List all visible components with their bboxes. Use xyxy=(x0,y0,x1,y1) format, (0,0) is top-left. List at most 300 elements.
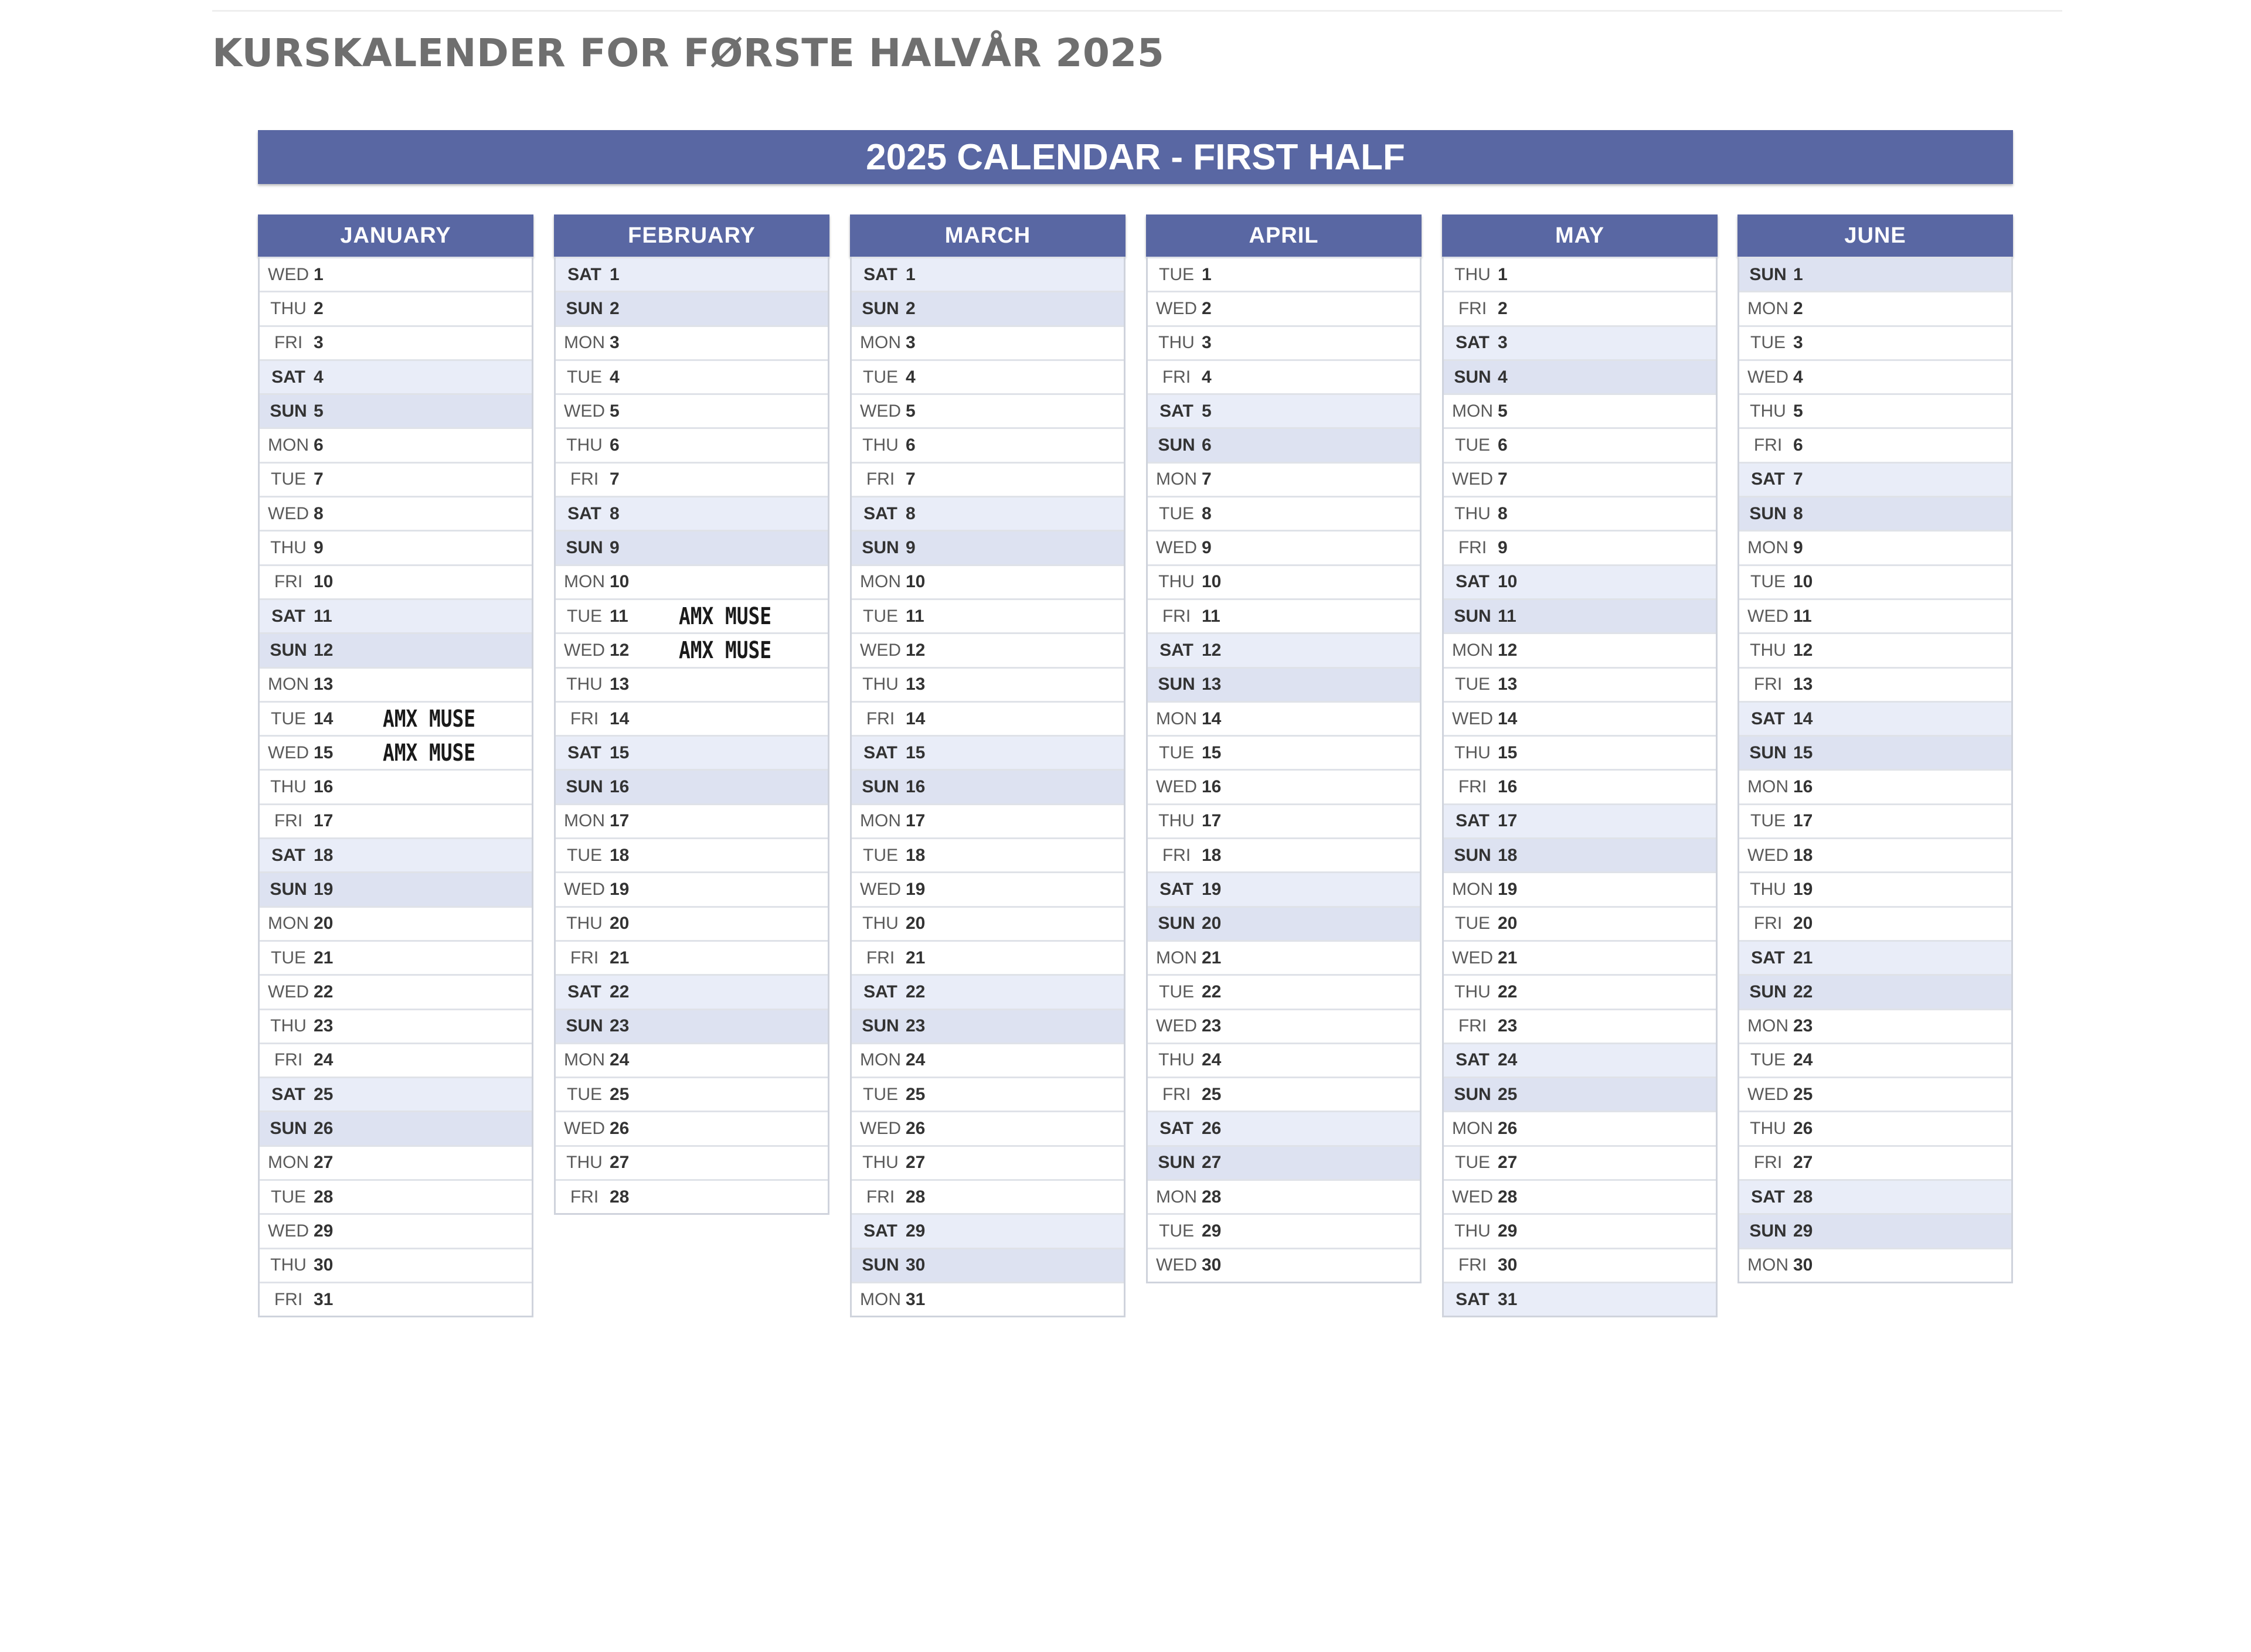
day-of-week: SAT xyxy=(1159,401,1193,421)
day-of-week: THU xyxy=(1750,401,1786,421)
day-row xyxy=(1739,837,2011,871)
day-row xyxy=(260,1179,532,1213)
day-of-week: THU xyxy=(566,914,603,934)
day-number: 17 xyxy=(1793,811,1813,831)
month-header: APRIL xyxy=(1146,214,1422,257)
day-of-week: WED xyxy=(1156,298,1197,318)
day-row xyxy=(1739,1111,2011,1145)
day-number: 20 xyxy=(1793,914,1813,934)
day-number: 19 xyxy=(1498,879,1518,899)
day-of-week: TUE xyxy=(1750,811,1786,831)
day-number: 19 xyxy=(314,879,334,899)
day-number: 5 xyxy=(1793,401,1803,421)
day-row xyxy=(852,598,1124,632)
day-row xyxy=(1444,632,1716,666)
day-of-week: MON xyxy=(1452,640,1493,660)
day-row xyxy=(1739,1077,2011,1111)
day-of-week: SAT xyxy=(863,1221,897,1241)
day-row xyxy=(1444,1282,1716,1316)
day-row xyxy=(1148,837,1420,871)
day-row xyxy=(1739,462,2011,496)
day-row xyxy=(260,632,532,666)
day-of-week: TUE xyxy=(863,845,898,865)
day-row xyxy=(852,667,1124,701)
day-of-week: SUN xyxy=(1158,1153,1195,1173)
day-number: 5 xyxy=(1498,401,1508,421)
day-row xyxy=(1444,530,1716,564)
day-number: 16 xyxy=(1498,777,1518,797)
day-number: 7 xyxy=(1202,469,1212,489)
day-number: 1 xyxy=(1793,264,1803,284)
day-number: 28 xyxy=(610,1187,630,1207)
day-number: 16 xyxy=(610,777,630,797)
day-of-week: TUE xyxy=(1750,1050,1786,1070)
day-number: 27 xyxy=(1498,1153,1518,1173)
day-of-week: WED xyxy=(1156,1016,1197,1036)
day-number: 25 xyxy=(610,1084,630,1104)
day-of-week: TUE xyxy=(1455,675,1490,694)
day-of-week: SUN xyxy=(862,777,899,797)
day-row xyxy=(1148,1145,1420,1179)
day-row xyxy=(852,530,1124,564)
day-row xyxy=(1739,735,2011,769)
day-row xyxy=(260,1248,532,1282)
day-number: 21 xyxy=(906,948,926,968)
day-row xyxy=(556,974,828,1008)
day-number: 26 xyxy=(1202,1119,1222,1139)
day-of-week: WED xyxy=(564,879,605,899)
day-of-week: TUE xyxy=(1159,982,1194,1002)
day-of-week: FRI xyxy=(1753,435,1783,455)
day-of-week: SAT xyxy=(271,1084,305,1104)
day-number: 26 xyxy=(314,1119,334,1139)
day-number: 26 xyxy=(1498,1119,1518,1139)
day-of-week: SUN xyxy=(1749,264,1787,284)
day-row xyxy=(1444,701,1716,735)
day-number: 30 xyxy=(314,1255,334,1275)
day-row xyxy=(1739,871,2011,905)
day-number: 17 xyxy=(906,811,926,831)
day-of-week: SAT xyxy=(567,982,601,1002)
day-row xyxy=(1148,735,1420,769)
day-number: 18 xyxy=(906,845,926,865)
day-number: 20 xyxy=(1498,914,1518,934)
day-number: 18 xyxy=(610,845,630,865)
day-row xyxy=(1444,325,1716,359)
day-row xyxy=(556,530,828,564)
day-of-week: WED xyxy=(860,640,901,660)
day-number: 28 xyxy=(1793,1187,1813,1207)
day-row xyxy=(556,291,828,325)
day-row xyxy=(1148,1043,1420,1077)
course-note: AMX MUSE xyxy=(679,636,771,664)
day-of-week: TUE xyxy=(1159,264,1194,284)
day-row xyxy=(852,701,1124,735)
day-of-week: THU xyxy=(862,435,899,455)
day-number: 15 xyxy=(906,742,926,762)
day-row xyxy=(852,325,1124,359)
day-row xyxy=(1444,393,1716,427)
day-number: 4 xyxy=(314,367,324,387)
day-of-week: MON xyxy=(564,572,605,592)
day-of-week: TUE xyxy=(1159,503,1194,523)
day-number: 22 xyxy=(610,982,630,1002)
day-number: 17 xyxy=(1498,811,1518,831)
day-row xyxy=(260,1282,532,1316)
day-row xyxy=(1148,1248,1420,1282)
day-of-week: THU xyxy=(862,1153,899,1173)
month-header: FEBRUARY xyxy=(554,214,829,257)
day-number: 20 xyxy=(1202,914,1222,934)
day-of-week: WED xyxy=(268,503,309,523)
day-number: 27 xyxy=(1202,1153,1222,1173)
day-row xyxy=(1739,940,2011,974)
day-number: 29 xyxy=(906,1221,926,1241)
day-of-week: THU xyxy=(270,1255,307,1275)
day-of-week: SUN xyxy=(1454,1084,1491,1104)
day-row xyxy=(260,667,532,701)
day-of-week: MON xyxy=(1452,879,1493,899)
day-row xyxy=(1739,1179,2011,1213)
day-number: 12 xyxy=(1793,640,1813,660)
day-number: 11 xyxy=(610,606,628,626)
day-row xyxy=(260,701,532,735)
day-number: 8 xyxy=(610,503,620,523)
day-number: 6 xyxy=(906,435,916,455)
day-row xyxy=(556,769,828,803)
day-of-week: FRI xyxy=(1458,1016,1487,1036)
day-of-week: FRI xyxy=(1753,1153,1783,1173)
day-number: 28 xyxy=(906,1187,926,1207)
day-of-week: SAT xyxy=(1456,1050,1490,1070)
day-row xyxy=(1148,291,1420,325)
day-number: 5 xyxy=(610,401,620,421)
day-of-week: SUN xyxy=(1749,1221,1787,1241)
day-number: 22 xyxy=(906,982,926,1002)
day-of-week: THU xyxy=(270,298,307,318)
day-of-week: THU xyxy=(1454,982,1491,1002)
day-number: 11 xyxy=(314,606,332,626)
day-number: 23 xyxy=(610,1016,630,1036)
day-row xyxy=(1739,427,2011,461)
day-number: 14 xyxy=(610,709,630,728)
day-row xyxy=(852,291,1124,325)
day-row xyxy=(1444,837,1716,871)
day-of-week: TUE xyxy=(1455,435,1490,455)
day-number: 4 xyxy=(1202,367,1212,387)
day-row xyxy=(556,1179,828,1213)
day-number: 12 xyxy=(1202,640,1222,660)
day-row xyxy=(260,1111,532,1145)
day-of-week: FRI xyxy=(1458,1255,1487,1275)
day-of-week: FRI xyxy=(1458,777,1487,797)
day-of-week: MON xyxy=(1156,1187,1197,1207)
day-of-week: THU xyxy=(1158,1050,1195,1070)
day-of-week: MON xyxy=(1452,1119,1493,1139)
day-number: 16 xyxy=(906,777,926,797)
day-number: 19 xyxy=(1793,879,1813,899)
day-number: 5 xyxy=(314,401,324,421)
day-of-week: SUN xyxy=(270,401,307,421)
day-number: 2 xyxy=(1793,298,1803,318)
day-row xyxy=(556,871,828,905)
day-row xyxy=(556,632,828,666)
day-number: 13 xyxy=(906,675,926,694)
day-of-week: SUN xyxy=(1749,742,1787,762)
day-row xyxy=(1739,1043,2011,1077)
day-of-week: FRI xyxy=(274,811,303,831)
day-row xyxy=(1444,462,1716,496)
day-number: 10 xyxy=(1793,572,1813,592)
day-row xyxy=(1148,427,1420,461)
day-row xyxy=(556,1077,828,1111)
day-of-week: WED xyxy=(1452,469,1493,489)
day-row xyxy=(852,1248,1124,1282)
day-number: 13 xyxy=(1498,675,1518,694)
day-of-week: MON xyxy=(1747,538,1788,558)
day-of-week: SAT xyxy=(1751,469,1785,489)
day-of-week: WED xyxy=(860,401,901,421)
day-row xyxy=(1148,1179,1420,1213)
day-number: 2 xyxy=(314,298,324,318)
day-row xyxy=(852,1111,1124,1145)
month-header: JUNE xyxy=(1737,214,2013,257)
day-row xyxy=(1739,530,2011,564)
day-row xyxy=(556,427,828,461)
day-number: 21 xyxy=(1498,948,1518,968)
day-number: 14 xyxy=(1498,709,1518,728)
day-row xyxy=(1444,940,1716,974)
day-row xyxy=(260,462,532,496)
day-of-week: SAT xyxy=(567,264,601,284)
day-row xyxy=(852,871,1124,905)
day-of-week: MON xyxy=(1747,1255,1788,1275)
day-number: 29 xyxy=(314,1221,334,1241)
day-row xyxy=(556,837,828,871)
day-row xyxy=(260,1145,532,1179)
day-row xyxy=(1444,906,1716,940)
month-may xyxy=(1442,214,1718,1317)
day-row xyxy=(852,427,1124,461)
day-number: 29 xyxy=(1498,1221,1518,1241)
day-of-week: FRI xyxy=(1162,1084,1191,1104)
day-number: 1 xyxy=(314,264,324,284)
day-row xyxy=(1148,496,1420,530)
day-row xyxy=(556,667,828,701)
day-row xyxy=(1739,769,2011,803)
day-of-week: SUN xyxy=(1158,435,1195,455)
day-row xyxy=(260,803,532,837)
day-of-week: FRI xyxy=(274,572,303,592)
day-number: 19 xyxy=(1202,879,1222,899)
day-of-week: THU xyxy=(1158,811,1195,831)
day-of-week: SUN xyxy=(1749,503,1787,523)
day-of-week: WED xyxy=(564,1119,605,1139)
day-number: 11 xyxy=(1498,606,1516,626)
day-number: 23 xyxy=(1202,1016,1222,1036)
day-number: 20 xyxy=(314,914,334,934)
day-row xyxy=(556,1111,828,1145)
day-row xyxy=(1739,291,2011,325)
day-number: 2 xyxy=(1202,298,1212,318)
day-number: 13 xyxy=(610,675,630,694)
day-number: 3 xyxy=(1793,333,1803,353)
day-row xyxy=(260,1043,532,1077)
day-number: 23 xyxy=(314,1016,334,1036)
day-of-week: FRI xyxy=(1162,606,1191,626)
day-number: 2 xyxy=(1498,298,1508,318)
day-number: 9 xyxy=(1793,538,1803,558)
day-of-week: SUN xyxy=(566,777,603,797)
day-of-week: SUN xyxy=(566,538,603,558)
day-number: 1 xyxy=(906,264,916,284)
day-number: 10 xyxy=(906,572,926,592)
day-of-week: THU xyxy=(270,1016,307,1036)
day-number: 15 xyxy=(314,742,334,762)
day-row xyxy=(1739,393,2011,427)
day-row xyxy=(556,496,828,530)
day-number: 13 xyxy=(1202,675,1222,694)
day-number: 6 xyxy=(1498,435,1508,455)
day-of-week: MON xyxy=(860,811,901,831)
day-row xyxy=(1444,427,1716,461)
day-number: 11 xyxy=(1793,606,1812,626)
day-of-week: MON xyxy=(268,1153,309,1173)
day-row xyxy=(556,462,828,496)
day-of-week: TUE xyxy=(567,367,602,387)
day-of-week: WED xyxy=(268,742,309,762)
day-row xyxy=(1444,769,1716,803)
day-of-week: TUE xyxy=(271,709,306,728)
day-number: 5 xyxy=(906,401,916,421)
day-row xyxy=(260,1077,532,1111)
day-of-week: THU xyxy=(270,538,307,558)
day-row xyxy=(1148,359,1420,393)
day-row xyxy=(556,906,828,940)
day-row xyxy=(852,837,1124,871)
day-number: 15 xyxy=(1793,742,1813,762)
day-number: 16 xyxy=(1202,777,1222,797)
day-row xyxy=(1148,1213,1420,1247)
day-row xyxy=(1444,667,1716,701)
day-row xyxy=(1148,393,1420,427)
day-number: 1 xyxy=(610,264,620,284)
day-of-week: FRI xyxy=(274,1050,303,1070)
day-number: 9 xyxy=(314,538,324,558)
day-number: 24 xyxy=(314,1050,334,1070)
day-number: 24 xyxy=(1793,1050,1813,1070)
day-of-week: FRI xyxy=(1458,298,1487,318)
day-of-week: SAT xyxy=(1456,811,1490,831)
day-of-week: WED xyxy=(564,401,605,421)
day-number: 4 xyxy=(610,367,620,387)
day-of-week: SAT xyxy=(567,742,601,762)
day-number: 6 xyxy=(1202,435,1212,455)
day-row xyxy=(1444,496,1716,530)
day-row xyxy=(1148,632,1420,666)
day-number: 22 xyxy=(1498,982,1518,1002)
day-row xyxy=(1739,564,2011,598)
day-row xyxy=(1739,701,2011,735)
day-number: 12 xyxy=(314,640,334,660)
day-row xyxy=(1444,871,1716,905)
calendar-title: 2025 CALENDAR - FIRST HALF xyxy=(258,130,2013,184)
day-number: 14 xyxy=(314,709,334,728)
months-grid xyxy=(258,214,2013,1387)
day-of-week: SAT xyxy=(863,503,897,523)
day-row xyxy=(852,769,1124,803)
day-of-week: MON xyxy=(564,1050,605,1070)
calendar-image xyxy=(258,130,2013,1387)
day-number: 20 xyxy=(906,914,926,934)
day-row xyxy=(1444,1043,1716,1077)
day-row xyxy=(1444,257,1716,291)
day-of-week: SAT xyxy=(567,503,601,523)
day-row xyxy=(852,1043,1124,1077)
day-row xyxy=(556,257,828,291)
day-row xyxy=(1739,974,2011,1008)
day-of-week: THU xyxy=(1750,640,1786,660)
day-row xyxy=(1444,1111,1716,1145)
day-number: 13 xyxy=(1793,675,1813,694)
course-note: AMX MUSE xyxy=(383,739,475,767)
day-number: 27 xyxy=(906,1153,926,1173)
day-row xyxy=(1148,667,1420,701)
course-note: AMX MUSE xyxy=(679,602,771,630)
day-number: 19 xyxy=(906,879,926,899)
day-of-week: MON xyxy=(860,572,901,592)
day-row xyxy=(1148,257,1420,291)
day-number: 8 xyxy=(906,503,916,523)
day-number: 31 xyxy=(314,1289,334,1309)
day-of-week: SAT xyxy=(1456,572,1490,592)
top-divider xyxy=(212,10,2062,12)
day-of-week: TUE xyxy=(567,845,602,865)
page-title: KURSKALENDER FOR FØRSTE HALVÅR 2025 xyxy=(212,30,1165,76)
day-row xyxy=(260,496,532,530)
day-of-week: WED xyxy=(268,982,309,1002)
day-number: 4 xyxy=(1793,367,1803,387)
day-row xyxy=(260,359,532,393)
day-of-week: WED xyxy=(860,879,901,899)
month-june xyxy=(1737,214,2013,1283)
day-of-week: MON xyxy=(268,675,309,694)
day-number: 2 xyxy=(906,298,916,318)
day-number: 18 xyxy=(314,845,334,865)
day-row xyxy=(1739,598,2011,632)
day-number: 3 xyxy=(314,333,324,353)
day-row xyxy=(556,1009,828,1043)
day-row xyxy=(260,257,532,291)
day-of-week: MON xyxy=(1747,298,1788,318)
day-of-week: WED xyxy=(564,640,605,660)
day-number: 27 xyxy=(610,1153,630,1173)
day-row xyxy=(852,735,1124,769)
day-number: 22 xyxy=(314,982,334,1002)
day-number: 23 xyxy=(1793,1016,1813,1036)
day-number: 24 xyxy=(906,1050,926,1070)
day-number: 14 xyxy=(906,709,926,728)
day-number: 6 xyxy=(610,435,620,455)
day-number: 8 xyxy=(1793,503,1803,523)
day-row xyxy=(1444,564,1716,598)
month-header: MAY xyxy=(1442,214,1718,257)
day-row xyxy=(852,1145,1124,1179)
day-number: 7 xyxy=(1498,469,1508,489)
day-of-week: TUE xyxy=(271,948,306,968)
day-row xyxy=(556,701,828,735)
day-of-week: MON xyxy=(1156,469,1197,489)
